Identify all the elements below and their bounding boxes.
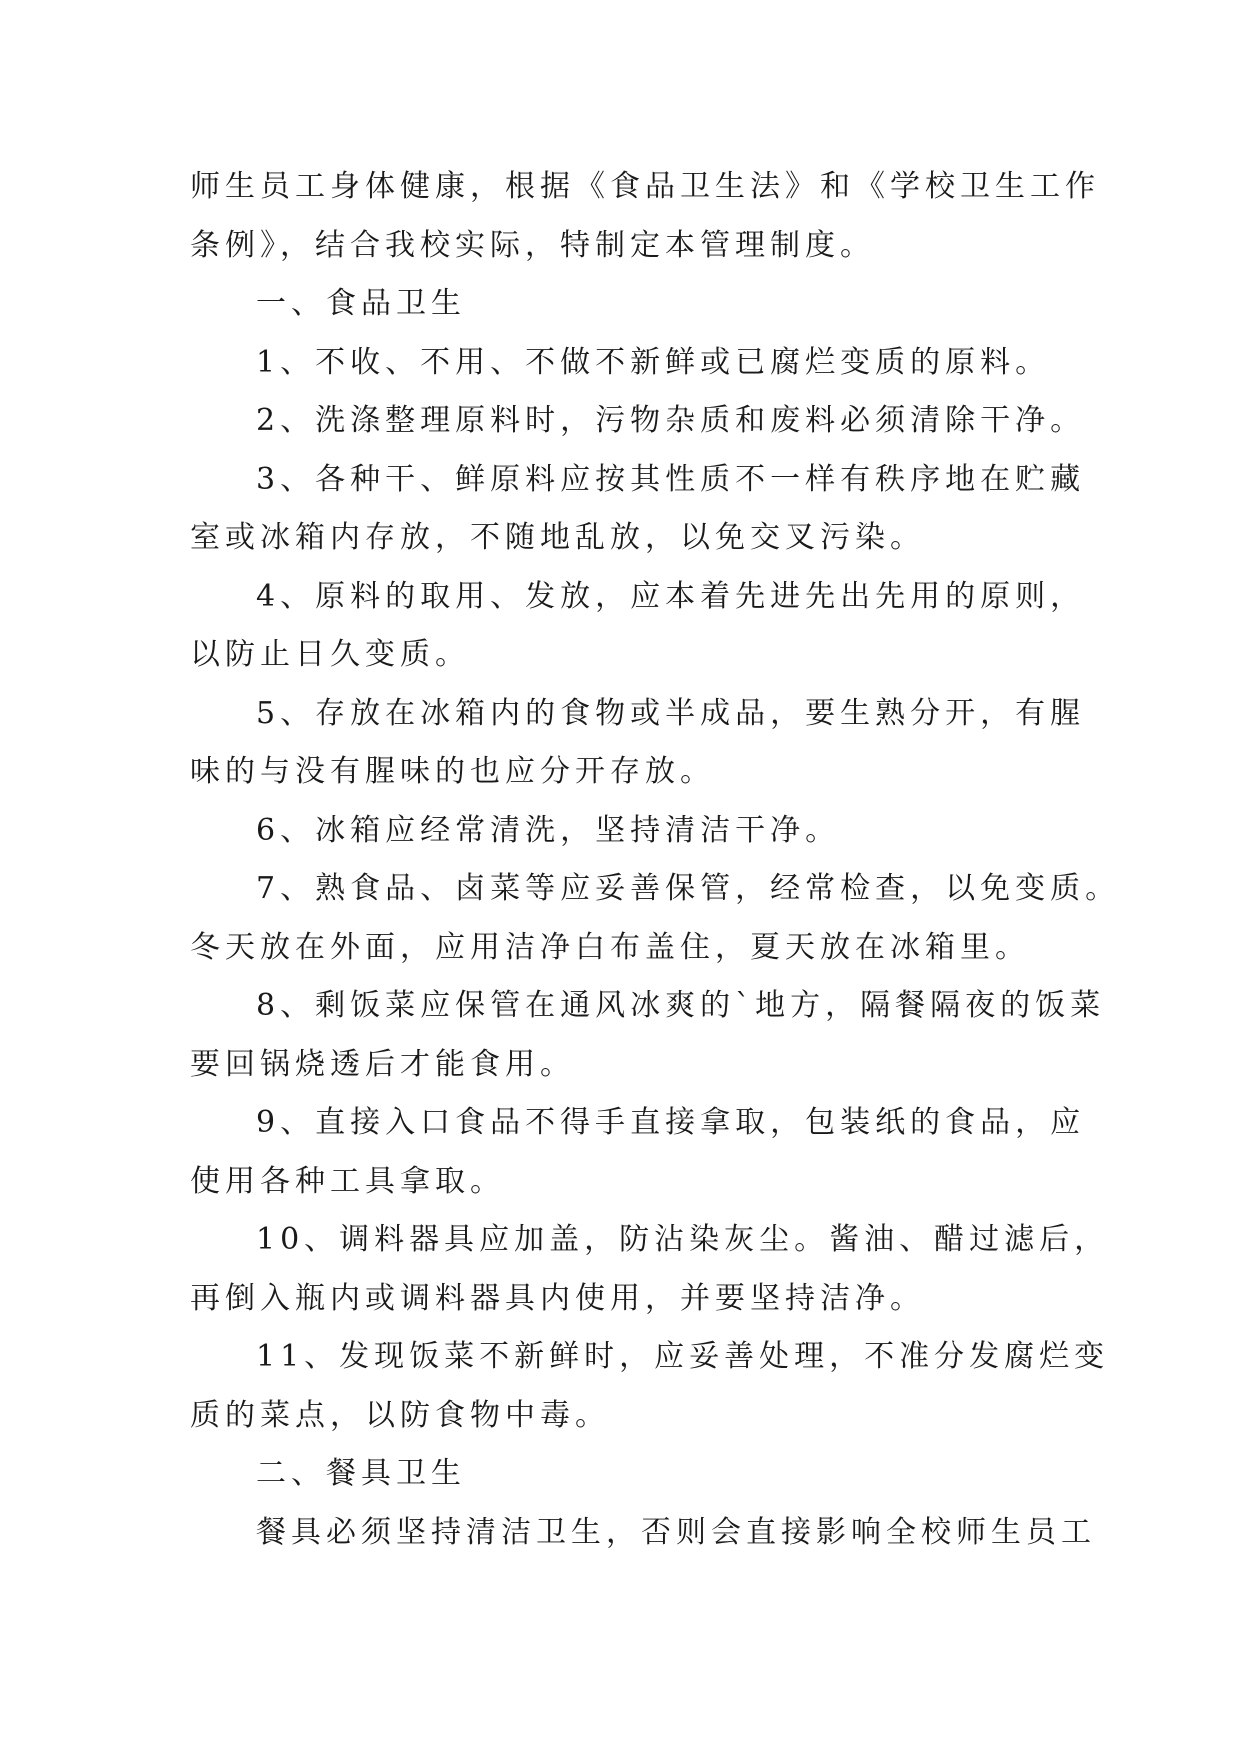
document-body: [190, 158, 1121, 1562]
text-line: 10、调料器具应加盖，防沾染灰尘。酱油、醋过滤后，: [256, 1222, 1110, 1257]
text-line: 5、存放在冰箱内的食物或半成品，要生熟分开，有腥: [256, 695, 1086, 731]
text-line: 师生员工身体健康，根据《食品卫生法》和《学校卫生工作: [190, 169, 1100, 204]
text-line: 11、发现饭菜不新鲜时，应妥善处理，不准分发腐烂变: [256, 1339, 1110, 1374]
text-line: 要回锅烧透后才能食用。: [190, 1046, 575, 1082]
text-line: 味的与没有腥味的也应分开存放。: [190, 754, 715, 789]
text-line: 冬天放在外面，应用洁净白布盖住，夏天放在冰箱里。: [190, 929, 1030, 965]
text-line: 9、直接入口食品不得手直接拿取，包装纸的食品，应: [256, 1105, 1086, 1140]
text-line: 使用各种工具拿取。: [190, 1163, 505, 1199]
text-line: 室或冰箱内存放，不随地乱放，以免交叉污染。: [190, 520, 925, 555]
text-line: 8、剩饭菜应保管在通风冰爽的`地方，隔餐隔夜的饭菜: [256, 988, 1106, 1023]
text-line: 7、熟食品、卤菜等应妥善保管，经常检查，以免变质。: [256, 871, 1121, 906]
text-line: 餐具必须坚持清洁卫生，否则会直接影响全校师生员工: [256, 1514, 1096, 1550]
text-line: 2、洗涤整理原料时，污物杂质和废料必须清除干净。: [256, 403, 1086, 438]
text-line: 条例》，结合我校实际，特制定本管理制度。: [190, 227, 875, 263]
text-line: 1、不收、不用、不做不新鲜或已腐烂变质的原料。: [256, 344, 1051, 380]
section-heading: 二、餐具卫生: [256, 1456, 466, 1491]
text-line: 质的菜点，以防食物中毒。: [190, 1397, 610, 1433]
section-heading: 一、食品卫生: [256, 286, 466, 321]
text-line: 3、各种干、鲜原料应按其性质不一样有秩序地在贮藏: [256, 461, 1086, 497]
text-line: 6、冰箱应经常清洗，坚持清洁干净。: [256, 812, 841, 848]
text-line: 再倒入瓶内或调料器具内使用，并要坚持洁净。: [190, 1280, 925, 1316]
text-line: 以防止日久变质。: [190, 637, 470, 672]
text-line: 4、原料的取用、发放，应本着先进先出先用的原则，: [256, 578, 1086, 614]
